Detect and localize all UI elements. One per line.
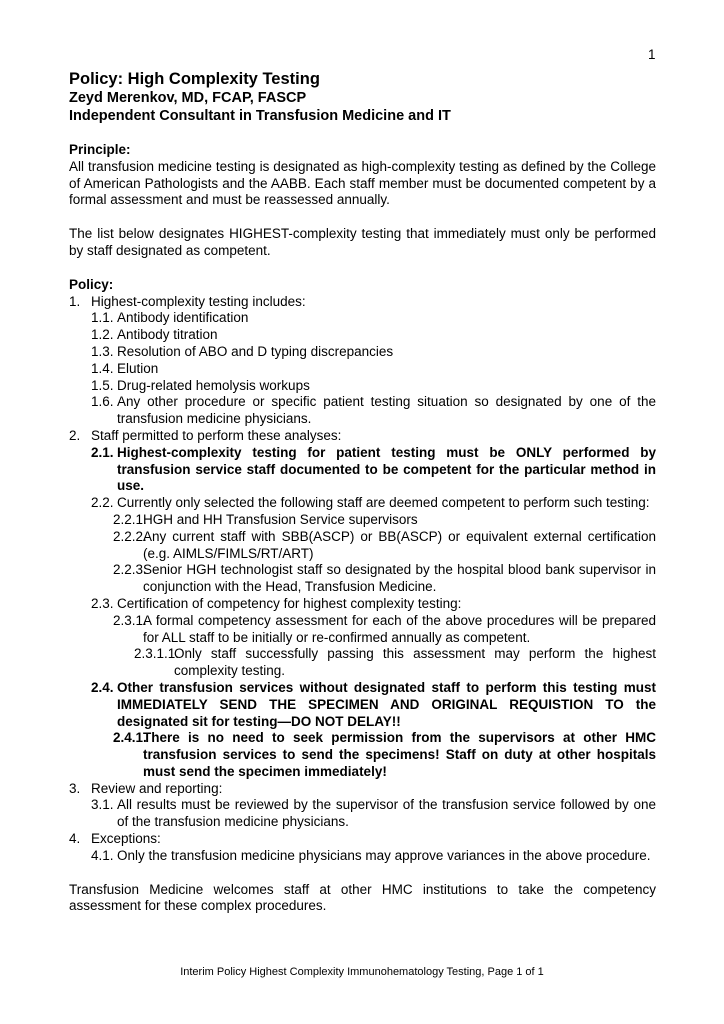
item-number: 3. (69, 780, 81, 796)
policy-item-2-2-1 (69, 512, 656, 529)
item-text: There is no need to seek permission from the supervisors at other HMC transfusion services to send the specimens! Staff on duty at other hospitals must send the specimen immediately! (143, 730, 656, 779)
policy-item-2-4-1 (69, 730, 656, 780)
policy-item-2-4 (69, 680, 656, 730)
policy-item-2-3-1-1 (69, 646, 656, 680)
item-number: 2.2.3. (113, 562, 147, 578)
item-text: Other transfusion services without designated staff to perform this testing must IMMEDIATELY SEND THE SPECIMEN AND ORIGINAL REQUISTION TO the designated sit for testing—DO NOT DELAY!! (117, 679, 656, 729)
policy-item-1-6 (69, 394, 656, 428)
policy-item-3 (69, 781, 656, 798)
item-number: 1.5. (91, 377, 114, 393)
policy-item-1-1 (69, 310, 656, 327)
item-number: 2.3.1. (113, 612, 147, 628)
item-text: All results must be reviewed by the supervisor of the transfusion service followed by one of the transfusion medicine physicians. (117, 797, 656, 830)
item-number: 1. (69, 293, 81, 309)
item-number: 4.1. (91, 847, 114, 863)
item-text: Antibody titration (117, 327, 218, 343)
item-text: Resolution of ABO and D typing discrepancies (117, 343, 394, 359)
policy-item-1-2 (69, 327, 656, 344)
item-number: 2.1. (91, 444, 114, 460)
item-number: 2.2.1. (113, 511, 147, 527)
item-number: 2.2. (91, 495, 114, 511)
policy-item-1 (69, 294, 656, 311)
policy-item-2 (69, 428, 656, 445)
policy-item-2-2 (69, 495, 656, 512)
item-text: Only staff successfully passing this assessment may perform the highest complexity testing. (174, 646, 656, 679)
item-number: 3.1. (91, 797, 114, 813)
item-number: 2.3. (91, 595, 114, 611)
item-text: Highest-complexity testing includes: (91, 293, 306, 309)
policy-item-2-1 (69, 445, 656, 495)
policy-item-2-3 (69, 596, 656, 613)
policy-item-2-2-2 (69, 529, 656, 563)
item-number: 2.2.2. (113, 528, 147, 544)
item-text: Senior HGH technologist staff so designated by the hospital blood bank supervisor in conjunction with the Head, Transfusion Medicine. (143, 562, 656, 595)
closing-text: Transfusion Medicine welcomes staff at other HMC institutions to take the competency assessment for these complex procedures. (69, 881, 656, 914)
item-text: Review and reporting: (91, 780, 223, 796)
item-text: Any other procedure or specific patient testing situation so designated by one of the transfusion medicine physicians. (117, 394, 656, 427)
item-text: Certification of competency for highest complexity testing: (117, 595, 462, 611)
item-number: 2.3.1.1. (134, 646, 180, 662)
policy-heading: Policy: (69, 276, 114, 292)
item-number: 1.1. (91, 310, 114, 326)
item-number: 1.4. (91, 360, 114, 376)
item-text: Exceptions: (91, 831, 161, 847)
item-text: Currently only selected the following staff are deemed competent to perform such testing: (117, 495, 650, 511)
author-name: Zeyd Merenkov, MD, FCAP, FASCP (69, 90, 307, 106)
policy-item-1-3 (69, 344, 656, 361)
list-intro-text: The list below designates HIGHEST-complexity testing that immediately must only be performed by staff designated as competent. (69, 226, 656, 258)
item-text: Any current staff with SBB(ASCP) or BB(ASCP) or equivalent external certification (e.g. AIMLS/FIMLS/RT/ART) (143, 528, 656, 561)
principle-text: All transfusion medicine testing is designated as high-complexity testing as defined by the College of American Pathologists and the AABB. Each staff member must be documented competent by a formal assessment and must be reassessed annually. (69, 158, 656, 208)
author-role: Independent Consultant in Transfusion Medicine and IT (69, 108, 451, 124)
item-number: 1.3. (91, 343, 114, 359)
page-number: 1 (648, 47, 656, 62)
item-number: 2.4. (91, 679, 114, 695)
item-text: Highest-complexity testing for patient testing must be ONLY performed by transfusion service staff documented to be competent for the particular method in use. (117, 444, 656, 494)
item-number: 4. (69, 831, 81, 847)
policy-item-2-2-3 (69, 562, 656, 596)
item-text: Only the transfusion medicine physicians may approve variances in the above procedure. (117, 847, 651, 863)
policy-item-1-4 (69, 361, 656, 378)
policy-item-1-5 (69, 378, 656, 395)
item-text: A formal competency assessment for each of the above procedures will be prepared for ALL staff to be initially or re-confirmed annually as competent. (143, 612, 656, 645)
document-title: Policy: High Complexity Testing (69, 70, 320, 88)
item-number: 1.6. (91, 394, 114, 410)
policy-item-4-1 (69, 848, 656, 865)
principle-heading: Principle: (69, 142, 131, 157)
policy-item-3-1 (69, 797, 656, 831)
page-footer: Interim Policy Highest Complexity Immunohematology Testing, Page 1 of 1 (180, 966, 544, 978)
item-text: Antibody identification (117, 310, 249, 326)
item-text: HGH and HH Transfusion Service supervisors (143, 511, 418, 527)
policy-item-4 (69, 831, 656, 848)
item-number: 2.4.1. (113, 730, 147, 746)
policy-item-2-3-1 (69, 613, 656, 647)
item-text: Staff permitted to perform these analyses: (91, 427, 342, 443)
item-number: 1.2. (91, 327, 114, 343)
item-text: Drug-related hemolysis workups (117, 377, 310, 393)
item-number: 2. (69, 427, 81, 443)
item-text: Elution (117, 360, 159, 376)
document-body (69, 70, 656, 915)
